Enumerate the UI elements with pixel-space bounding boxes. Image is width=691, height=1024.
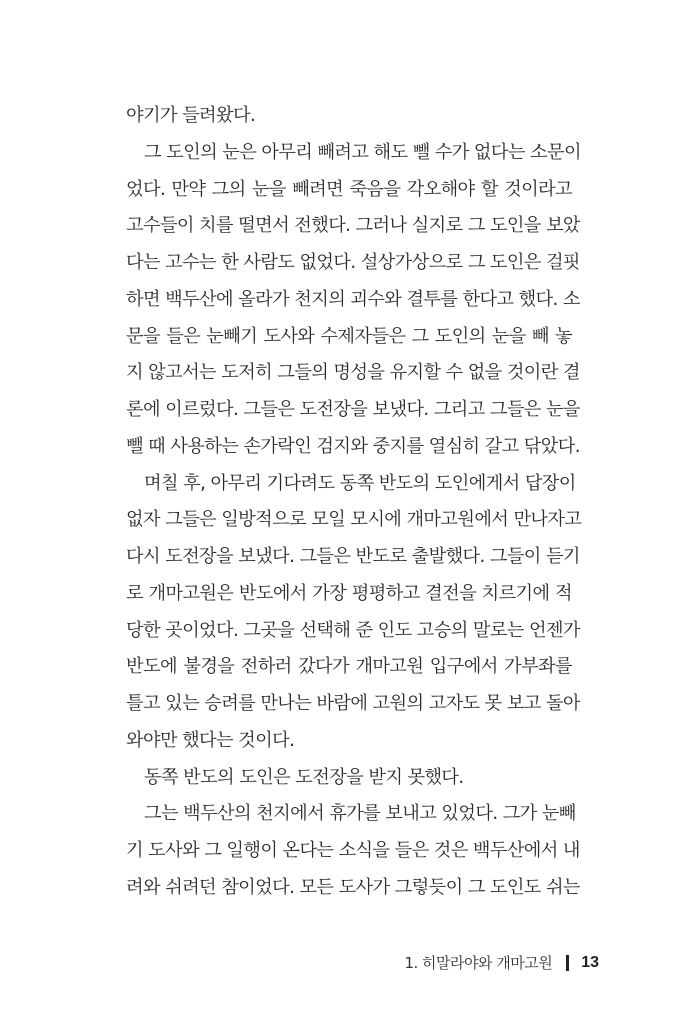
text-line: 려와 쉬려던 참이었다. 모든 도사가 그렇듯이 그 도인도 쉬는 [126, 876, 580, 898]
text-line: 문을 들은 눈빼기 도사와 수제자들은 그 도인의 눈을 빼 놓 [126, 325, 572, 347]
text-line: 고수들이 치를 떨면서 전했다. 그러나 실지로 그 도인을 보았 [126, 215, 580, 237]
text-line: 다시 도전장을 보냈다. 그들은 반도로 출발했다. 그들이 듣기 [126, 546, 580, 567]
text-line: 없자 그들은 일방적으로 모일 모시에 개마고원에서 만나자고 [126, 509, 582, 531]
text-line: 반도에 불경을 전하러 갔다가 개마고원 입구에서 가부좌를 [126, 656, 572, 678]
text-line: 동쪽 반도의 도인은 도전장을 받지 못했다. [144, 766, 464, 788]
page-body [126, 98, 582, 907]
text-line: 와야만 했다는 것이다. [126, 729, 295, 751]
text-line: 로 개마고원은 반도에서 가장 평평하고 결전을 치르기에 적 [126, 582, 572, 604]
text-line: 뺄 때 사용하는 손가락인 검지와 중지를 열심히 갈고 닦았다. [126, 435, 580, 457]
chapter-title: 1. 히말라야와 개마고원 [404, 954, 553, 972]
page-footer [404, 952, 599, 973]
page-number: 13 [581, 953, 599, 971]
text-line: 지 않고서는 도저히 그들의 명성을 유지할 수 없을 것이란 결 [126, 362, 580, 384]
text-line: 하면 백두산에 올라가 천지의 괴수와 결투를 한다고 했다. 소 [126, 288, 580, 310]
text-line: 그 도인의 눈은 아무리 빼려고 해도 뺄 수가 없다는 소문이 [144, 141, 581, 163]
text-line: 당한 곳이었다. 그곳을 선택해 준 인도 고승의 말로는 언젠가 [126, 619, 580, 641]
text-line: 기 도사와 그 일행이 온다는 소식을 들은 것은 백두산에서 내 [126, 840, 580, 861]
footer-separator [566, 955, 569, 971]
text-line: 그는 백두산의 천지에서 휴가를 보내고 있었다. 그가 눈빼 [144, 803, 576, 825]
text-line: 야기가 들려왔다. [126, 105, 256, 126]
text-line: 다는 고수는 한 사람도 없었다. 설상가상으로 그 도인은 걸핏 [126, 252, 580, 273]
text-line: 론에 이르렀다. 그들은 도전장을 보냈다. 그리고 그들은 눈을 [126, 399, 580, 420]
text-line: 었다. 만약 그의 눈을 빼려면 죽음을 각오해야 할 것이라고 [126, 178, 572, 200]
text-line: 틀고 있는 승려를 만나는 바람에 고원의 고자도 못 보고 돌아 [126, 693, 580, 714]
text-line: 며칠 후, 아무리 기다려도 동쪽 반도의 도인에게서 답장이 [144, 472, 576, 494]
